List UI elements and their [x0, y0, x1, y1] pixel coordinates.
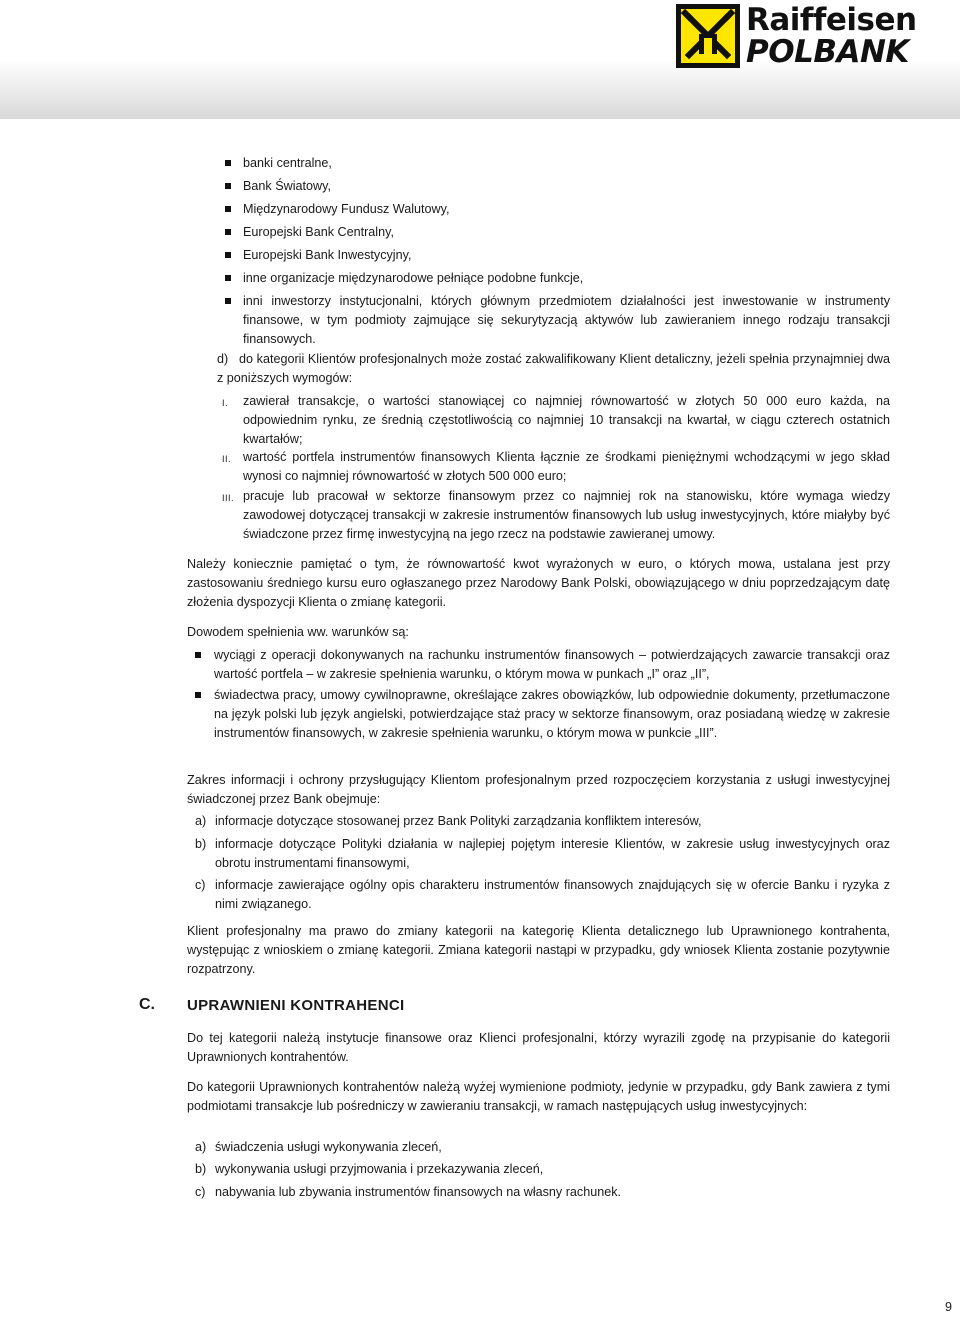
- item-d-text: do kategorii Klientów profesjonalnych może zostać zakwalifikowany Klient detaliczny, jeżeli spełnia przynajmniej dwa z poniższych wymogów:: [217, 352, 890, 385]
- bullet-icon: [225, 160, 231, 166]
- page-number: 9: [944, 1300, 952, 1314]
- logo-wordmark-bottom: POLBANK: [746, 34, 909, 70]
- roman-item-text: wartość portfela instrumentów finansowych Klienta łącznie ze środkami pieniężnymi wchodzącymi w jego skład wynosi co najmniej równowartość w złotych 500 000 euro;: [243, 450, 890, 483]
- logo-emblem: [676, 4, 740, 68]
- section-c-item-text: nabywania lub zbywania instrumentów finansowych na własny rachunek.: [215, 1185, 622, 1199]
- bank-logo: [676, 4, 916, 68]
- list-item: banki centralne,: [243, 156, 332, 170]
- item-label: c): [195, 1185, 206, 1199]
- bullet-icon: [225, 252, 231, 258]
- gable-cross-icon: [681, 9, 735, 63]
- item-label: a): [195, 814, 207, 828]
- roman-numeral: II.: [222, 454, 232, 464]
- list-item: Europejski Bank Centralny,: [243, 225, 394, 239]
- section-letter: C.: [139, 996, 155, 1013]
- item-label: d): [217, 352, 229, 366]
- list-item: inni inwestorzy instytucjonalni, których głównym przedmiotem działalności jest inwestowanie w instrumenty finansowe, w tym podmioty zajmujące się sekurytyzacją aktywów lub zawieraniem innego rodzaju transakcji finansowych.: [243, 294, 890, 346]
- roman-item-text: pracuje lub pracował w sektorze finansowym przez co najmniej rok na stanowisku, które wymaga wiedzy zawodowej dotyczącej transakcji w zakresie instrumentów finansowych lub usług inwestycyjnych, które miałyby być świadczone przez firmę inwestycyjną na jego rzecz na podstawie zawieranej umowy.: [243, 489, 890, 541]
- list-item: Europejski Bank Inwestycyjny,: [243, 248, 412, 262]
- bullet-icon: [195, 652, 201, 658]
- item-label: b): [195, 1162, 207, 1176]
- paragraph-euro: Należy koniecznie pamiętać o tym, że równowartość kwot wyrażonych w euro, o których mowa, ustalana jest przy zastosowaniu średniego kursu euro ogłaszanego przez Narodowy Bank Polski, obowiązującego w dniu poprzedzającym datę złożenia dyspozycji Klienta o zmianę kategorii.: [187, 557, 890, 609]
- bullet-icon: [225, 229, 231, 235]
- logo-wordmark-top: Raiffeisen: [746, 2, 917, 38]
- bullet-icon: [225, 183, 231, 189]
- roman-numeral: I.: [222, 398, 229, 408]
- paragraph-change: Klient profesjonalny ma prawo do zmiany kategorii na kategorię Klienta detalicznego lub Uprawnionego kontrahenta, występując z wnioskiem o zmianę kategorii. Zmiana kategorii nastąpi w przypadku, gdy wniosek Klienta zostanie pozytywnie rozpatrzony.: [187, 924, 890, 976]
- bullet-icon: [195, 692, 201, 698]
- list-item: Międzynarodowy Fundusz Walutowy,: [243, 202, 450, 216]
- item-label: a): [195, 1140, 207, 1154]
- item-label: b): [195, 837, 207, 851]
- list-item: Bank Światowy,: [243, 179, 331, 193]
- section-c-para2: Do kategorii Uprawnionych kontrahentów należą wyżej wymienione podmioty, jedynie w przypadku, gdy Bank zawiera z tymi podmiotami transakcje lub pośredniczy w zawieraniu transakcji, w ramach następujących usług inwestycyjnych:: [187, 1080, 890, 1113]
- roman-item-text: zawierał transakcje, o wartości stanowiącej co najmniej równowartość w złotych 50 000 euro każda, na odpowiednim rynku, ze średnią częstotliwością co najmniej 10 transakcji na kwartał, w ciągu czterech ostatnich kwartałów;: [243, 394, 890, 446]
- paragraph-scope: Zakres informacji i ochrony przysługujący Klientom profesjonalnym przed rozpoczęciem korzystania z usługi inwestycyjnej świadczonej przez Bank obejmuje:: [187, 773, 890, 806]
- bullet-icon: [225, 275, 231, 281]
- section-c-item-text: wykonywania usługi przyjmowania i przekazywania zleceń,: [215, 1162, 544, 1176]
- bullet-icon: [225, 206, 231, 212]
- list-item: inne organizacje międzynarodowe pełniące podobne funkcje,: [243, 271, 584, 285]
- scope-item-text: informacje zawierające ogólny opis charakteru instrumentów finansowych znajdujących się w ofercie Banku i ryzyka z nimi związanego.: [215, 878, 890, 911]
- section-c-para1: Do tej kategorii należą instytucje finansowe oraz Klienci profesjonalni, którzy wyrazili zgodę na przypisanie do kategorii Uprawnionych kontrahentów.: [187, 1031, 890, 1064]
- bullet-icon: [225, 298, 231, 304]
- scope-item-text: informacje dotyczące Polityki działania w najlepiej pojętym interesie Klientów, w zakresie usług inwestycyjnych oraz obrotu instrumentami finansowymi,: [215, 837, 890, 870]
- roman-numeral: III.: [222, 493, 235, 503]
- proof-bullet: wyciągi z operacji dokonywanych na rachunku instrumentów finansowych – potwierdzających zawarcie transakcji oraz wartość portfela – w zakresie spełnienia warunku, o którym mowa w punkach „I” oraz „II”,: [214, 648, 890, 681]
- proof-bullet: świadectwa pracy, umowy cywilnoprawne, określające zakres obowiązków, lub odpowiednie dokumenty, przetłumaczone na język polski lub język angielski, potwierdzające staż pracy w sektorze finansowym, oraz posiadaną wiedzę w zakresie instrumentów finansowych, w zakresie spełnienia warunku, o którym mowa w punkcie „III”.: [214, 688, 890, 740]
- scope-item-text: informacje dotyczące stosowanej przez Bank Polityki zarządzania konfliktem interesów,: [215, 814, 702, 828]
- item-label: c): [195, 878, 206, 892]
- proof-heading: Dowodem spełnienia ww. warunków są:: [187, 625, 409, 639]
- section-c-item-text: świadczenia usługi wykonywania zleceń,: [215, 1140, 442, 1154]
- section-title: UPRAWNIENI KONTRAHENCI: [187, 997, 405, 1014]
